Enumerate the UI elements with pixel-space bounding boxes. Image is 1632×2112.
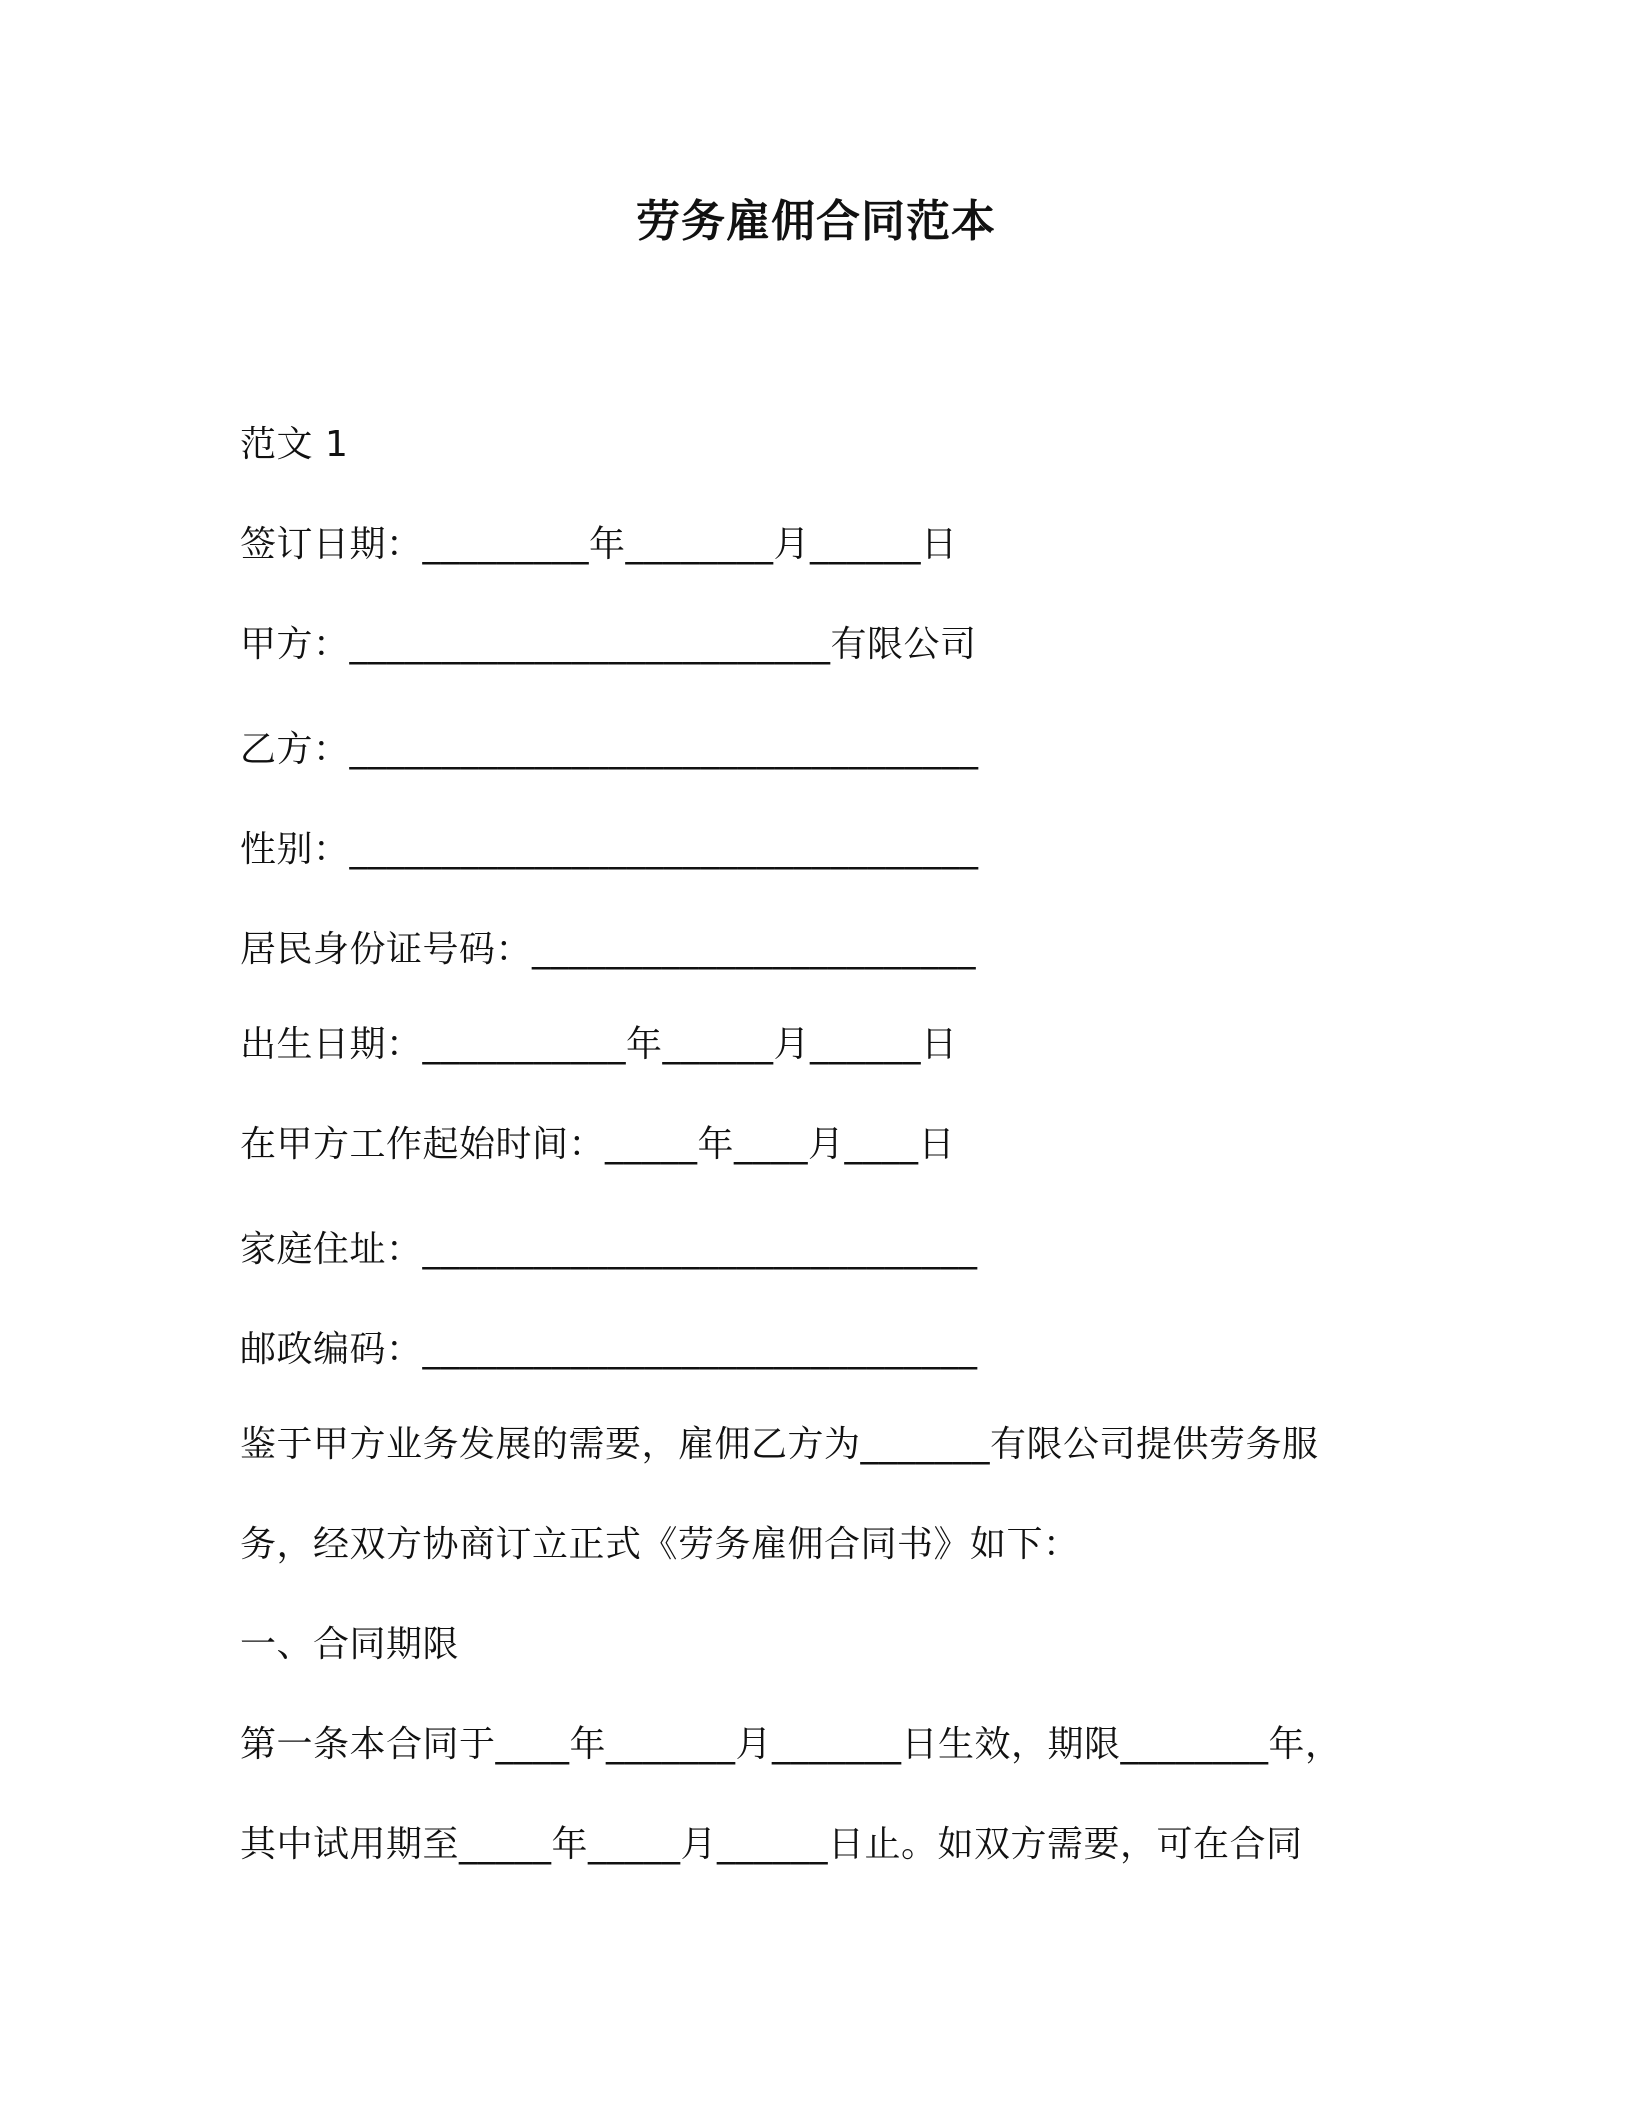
gender-line: 性别：__________________________________: [240, 829, 979, 870]
body-paragraph-line-1: 鉴于甲方业务发展的需要，雇佣乙方为_______有限公司提供劳务服: [240, 1424, 1319, 1465]
party-b-line: 乙方：__________________________________: [240, 729, 979, 770]
body-paragraph-line-2: 务，经双方协商订立正式《劳务雇佣合同书》如下：: [240, 1524, 1080, 1565]
id-number-line: 居民身份证号码：________________________: [240, 929, 977, 970]
section-label: 范文 1: [240, 424, 349, 465]
document-title: 劳务雇佣合同范本: [636, 196, 996, 247]
postal-code-line: 邮政编码：______________________________: [240, 1329, 978, 1370]
home-address-line: 家庭住址：______________________________: [240, 1229, 978, 1270]
section-heading-contract-term: 一、合同期限: [240, 1624, 460, 1665]
start-date-line: 在甲方工作起始时间：_____年____月____日: [240, 1124, 956, 1165]
article-1-line-1: 第一条本合同于____年_______月_______日生效，期限________年，: [240, 1724, 1342, 1765]
birth-date-line: 出生日期：___________年______月______日: [240, 1024, 958, 1065]
party-a-line: 甲方：__________________________有限公司: [240, 624, 977, 665]
signing-date-line: 签订日期：_________年________月______日: [240, 524, 958, 565]
article-1-line-2: 其中试用期至_____年_____月______日止。如双方需要，可在合同: [240, 1824, 1303, 1865]
